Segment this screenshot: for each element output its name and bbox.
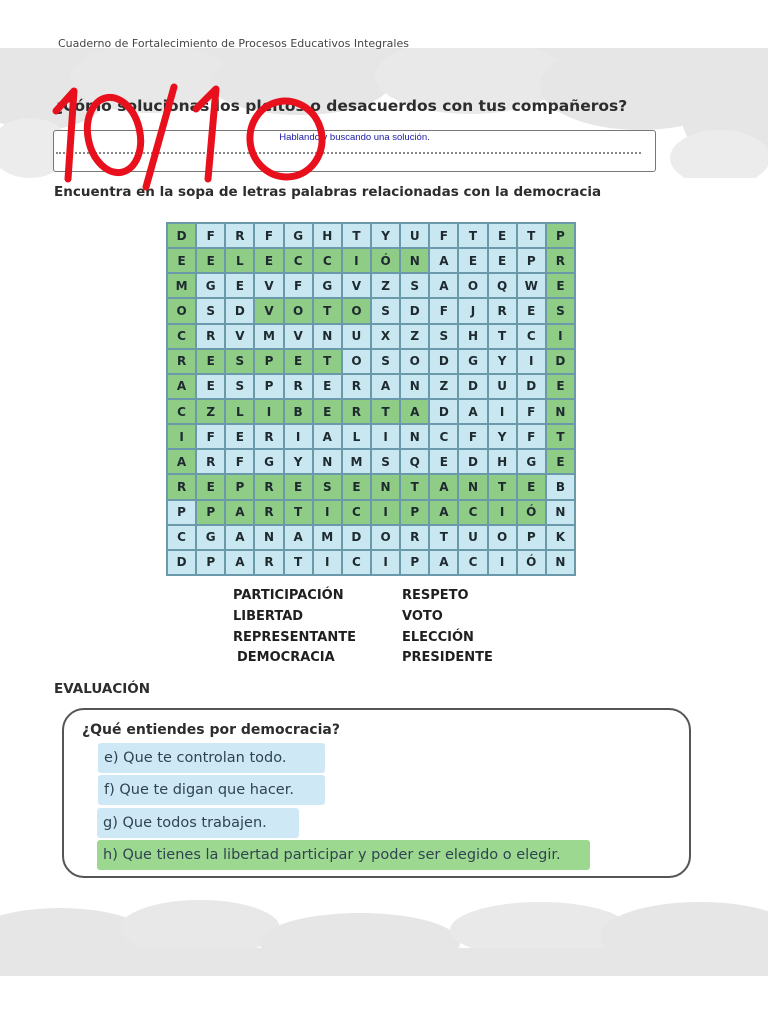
grid-cell: D	[546, 349, 575, 374]
word-item: VOTO	[402, 608, 443, 624]
grid-cell: I	[517, 349, 546, 374]
grid-cell: A	[429, 500, 458, 525]
grid-cell: O	[342, 298, 371, 323]
grid-cell: G	[254, 449, 283, 474]
grid-cell: F	[254, 223, 283, 248]
grid-cell: R	[488, 298, 517, 323]
grid-cell: E	[284, 349, 313, 374]
grid-cell: F	[517, 424, 546, 449]
grid-cell: T	[342, 223, 371, 248]
grid-cell: B	[284, 399, 313, 424]
grid-cell: E	[167, 248, 196, 273]
grid-cell: R	[196, 449, 225, 474]
grid-cell: N	[546, 550, 575, 575]
grid-cell: G	[196, 273, 225, 298]
grid-cell: S	[313, 474, 342, 499]
grid-cell: C	[167, 324, 196, 349]
grid-cell: D	[429, 399, 458, 424]
grid-cell: L	[342, 424, 371, 449]
grid-cell: E	[225, 424, 254, 449]
grid-cell: A	[429, 550, 458, 575]
grid-cell: P	[400, 500, 429, 525]
grid-cell: T	[284, 550, 313, 575]
grid-cell: D	[517, 374, 546, 399]
grid-cell: H	[488, 449, 517, 474]
grid-cell: A	[429, 474, 458, 499]
grid-cell: S	[429, 324, 458, 349]
grid-cell: D	[429, 349, 458, 374]
grid-cell: E	[225, 273, 254, 298]
grid-cell: S	[400, 273, 429, 298]
grid-cell: P	[196, 550, 225, 575]
grid-cell: F	[458, 424, 487, 449]
grid-cell: J	[458, 298, 487, 323]
grid-cell: P	[546, 223, 575, 248]
grid-cell: I	[254, 399, 283, 424]
grid-cell: W	[517, 273, 546, 298]
grid-cell: O	[167, 298, 196, 323]
grid-cell: R	[254, 500, 283, 525]
question-conflicts: ¿Cómo solucionas los pleitos o desacuerdos con tus compañeros?	[54, 97, 628, 115]
grid-cell: T	[429, 525, 458, 550]
grid-cell: N	[546, 399, 575, 424]
grid-cell: C	[429, 424, 458, 449]
grid-cell: A	[225, 525, 254, 550]
grid-cell: E	[488, 223, 517, 248]
grid-cell: F	[225, 449, 254, 474]
grid-cell: T	[488, 324, 517, 349]
grid-cell: A	[429, 273, 458, 298]
grid-cell: E	[488, 248, 517, 273]
word-item: LIBERTAD	[233, 608, 304, 624]
grid-cell: I	[313, 500, 342, 525]
grid-cell: A	[167, 449, 196, 474]
option-f[interactable]: f) Que te digan que hacer.	[98, 775, 325, 805]
grid-cell: R	[342, 374, 371, 399]
grid-cell: T	[313, 298, 342, 323]
grid-cell: L	[225, 399, 254, 424]
grid-cell: D	[342, 525, 371, 550]
word-item: RESPETO	[402, 588, 469, 603]
grid-cell: C	[167, 399, 196, 424]
option-h-selected[interactable]: h) Que tienes la libertad participar y poder ser elegido o elegir.	[97, 840, 590, 870]
grid-cell: L	[225, 248, 254, 273]
grid-cell: I	[371, 550, 400, 575]
grid-cell: F	[196, 223, 225, 248]
grid-cell: R	[342, 399, 371, 424]
grid-cell: E	[546, 449, 575, 474]
grid-cell: Ó	[371, 248, 400, 273]
word-item: REPRESENTANTE	[233, 629, 356, 645]
grid-cell: G	[458, 349, 487, 374]
grid-cell: F	[196, 424, 225, 449]
grid-cell: E	[196, 374, 225, 399]
grid-cell: Z	[371, 273, 400, 298]
grid-cell: I	[488, 500, 517, 525]
workbook-header: Cuaderno de Fortalecimiento de Procesos Educativos Integrales	[58, 37, 409, 50]
grid-cell: E	[342, 474, 371, 499]
grid-cell: Y	[488, 424, 517, 449]
grid-cell: T	[517, 223, 546, 248]
grid-cell: P	[196, 500, 225, 525]
grid-cell: I	[488, 399, 517, 424]
grid-cell: N	[400, 424, 429, 449]
grid-cell: A	[284, 525, 313, 550]
grid-cell: O	[488, 525, 517, 550]
grid-cell: R	[284, 374, 313, 399]
grid-cell: A	[313, 424, 342, 449]
grid-cell: E	[429, 449, 458, 474]
grid-cell: E	[284, 474, 313, 499]
grid-cell: D	[400, 298, 429, 323]
grid-cell: U	[458, 525, 487, 550]
grid-cell: M	[254, 324, 283, 349]
word-item: PARTICIPACIÓN	[233, 588, 344, 603]
grid-cell: I	[167, 424, 196, 449]
word-item: DEMOCRACIA	[237, 650, 335, 666]
grid-cell: F	[429, 223, 458, 248]
grid-cell: C	[458, 550, 487, 575]
word-list-right	[402, 586, 493, 669]
grid-cell: R	[196, 324, 225, 349]
grid-cell: Y	[371, 223, 400, 248]
grid-cell: D	[225, 298, 254, 323]
grid-cell: T	[488, 474, 517, 499]
wordsearch-grid	[166, 222, 576, 576]
grid-cell: A	[400, 399, 429, 424]
grid-cell: S	[196, 298, 225, 323]
grid-cell: Ó	[517, 550, 546, 575]
grid-cell: I	[546, 324, 575, 349]
grid-cell: R	[400, 525, 429, 550]
grid-cell: S	[225, 349, 254, 374]
grid-cell: G	[313, 273, 342, 298]
grid-cell: P	[400, 550, 429, 575]
grid-cell: E	[313, 399, 342, 424]
grid-cell: P	[517, 248, 546, 273]
grid-cell: N	[400, 374, 429, 399]
grid-cell: D	[458, 449, 487, 474]
grid-cell: I	[371, 424, 400, 449]
grid-cell: M	[313, 525, 342, 550]
grid-cell: E	[458, 248, 487, 273]
grid-cell: Z	[196, 399, 225, 424]
grid-cell: M	[167, 273, 196, 298]
grid-cell: S	[225, 374, 254, 399]
grid-cell: H	[458, 324, 487, 349]
grid-cell: A	[225, 550, 254, 575]
grid-cell: Ó	[517, 500, 546, 525]
grid-cell: G	[284, 223, 313, 248]
grid-cell: O	[342, 349, 371, 374]
grid-cell: P	[254, 349, 283, 374]
grid-cell: T	[458, 223, 487, 248]
grid-cell: F	[517, 399, 546, 424]
grid-cell: V	[225, 324, 254, 349]
grid-cell: F	[284, 273, 313, 298]
grid-cell: R	[167, 474, 196, 499]
grid-cell: V	[284, 324, 313, 349]
grid-cell: Z	[429, 374, 458, 399]
grid-cell: Q	[488, 273, 517, 298]
grid-cell: T	[400, 474, 429, 499]
grid-cell: T	[546, 424, 575, 449]
grid-cell: E	[517, 298, 546, 323]
grid-cell: I	[284, 424, 313, 449]
grid-cell: E	[196, 474, 225, 499]
grid-cell: D	[458, 374, 487, 399]
grid-cell: C	[313, 248, 342, 273]
grid-cell: A	[167, 374, 196, 399]
grid-cell: I	[371, 500, 400, 525]
grid-cell: I	[313, 550, 342, 575]
grid-cell: S	[546, 298, 575, 323]
grid-cell: Z	[400, 324, 429, 349]
grid-cell: B	[546, 474, 575, 499]
grid-cell: C	[517, 324, 546, 349]
grid-cell: N	[254, 525, 283, 550]
grid-cell: V	[254, 298, 283, 323]
grid-cell: S	[371, 449, 400, 474]
grid-cell: N	[313, 449, 342, 474]
grid-cell: P	[517, 525, 546, 550]
grid-cell: S	[371, 349, 400, 374]
answer-text: Hablando y buscando una solución.	[279, 132, 430, 143]
grid-cell: D	[167, 550, 196, 575]
grid-cell: C	[342, 550, 371, 575]
grid-cell: A	[429, 248, 458, 273]
grid-cell: T	[284, 500, 313, 525]
grid-cell: E	[546, 273, 575, 298]
grid-cell: Y	[488, 349, 517, 374]
grid-cell: Q	[400, 449, 429, 474]
option-g[interactable]: g) Que todos trabajen.	[97, 808, 299, 838]
grid-cell: P	[167, 500, 196, 525]
grid-cell: R	[254, 474, 283, 499]
grid-cell: R	[167, 349, 196, 374]
grid-cell: V	[342, 273, 371, 298]
grid-cell: U	[488, 374, 517, 399]
grid-cell: F	[429, 298, 458, 323]
grid-cell: C	[284, 248, 313, 273]
grid-cell: R	[254, 550, 283, 575]
grid-cell: P	[225, 474, 254, 499]
grid-cell: N	[313, 324, 342, 349]
grid-cell: I	[488, 550, 517, 575]
grid-cell: M	[342, 449, 371, 474]
grid-cell: T	[371, 399, 400, 424]
grid-cell: E	[313, 374, 342, 399]
grid-cell: N	[458, 474, 487, 499]
grid-cell: G	[196, 525, 225, 550]
grid-cell: A	[458, 399, 487, 424]
grid-cell: E	[196, 349, 225, 374]
grid-cell: N	[546, 500, 575, 525]
grid-cell: H	[313, 223, 342, 248]
evaluation-title: EVALUACIÓN	[54, 681, 151, 697]
grid-cell: T	[313, 349, 342, 374]
option-e[interactable]: e) Que te controlan todo.	[98, 743, 325, 773]
grid-cell: C	[167, 525, 196, 550]
grid-cell: Y	[284, 449, 313, 474]
grid-cell: C	[342, 500, 371, 525]
grid-cell: E	[546, 374, 575, 399]
grid-cell: D	[167, 223, 196, 248]
grid-cell: U	[400, 223, 429, 248]
grid-cell: N	[400, 248, 429, 273]
grid-cell: X	[371, 324, 400, 349]
grid-cell: V	[254, 273, 283, 298]
word-list-left	[233, 586, 356, 669]
grid-cell: R	[225, 223, 254, 248]
clouds-bottom-decoration	[0, 898, 768, 976]
grid-cell: E	[196, 248, 225, 273]
grid-cell: S	[371, 298, 400, 323]
handwritten-grade-mark	[46, 69, 346, 199]
grid-cell: C	[458, 500, 487, 525]
grid-cell: U	[342, 324, 371, 349]
grid-cell: E	[517, 474, 546, 499]
grid-cell: O	[400, 349, 429, 374]
grid-cell: I	[342, 248, 371, 273]
grid-cell: O	[458, 273, 487, 298]
grid-cell: A	[225, 500, 254, 525]
grid-cell: R	[546, 248, 575, 273]
grid-cell: O	[284, 298, 313, 323]
grid-cell: E	[254, 248, 283, 273]
grid-cell: N	[371, 474, 400, 499]
grid-cell: K	[546, 525, 575, 550]
grid-cell: A	[371, 374, 400, 399]
evaluation-question: ¿Qué entiendes por democracia?	[82, 722, 340, 738]
word-item: PRESIDENTE	[402, 650, 493, 666]
wordsearch-instruction: Encuentra en la sopa de letras palabras relacionadas con la democracia	[54, 184, 602, 200]
grid-cell: R	[254, 424, 283, 449]
grid-cell: G	[517, 449, 546, 474]
grid-cell: P	[254, 374, 283, 399]
grid-cell: O	[371, 525, 400, 550]
word-item: ELECCIÓN	[402, 629, 474, 645]
